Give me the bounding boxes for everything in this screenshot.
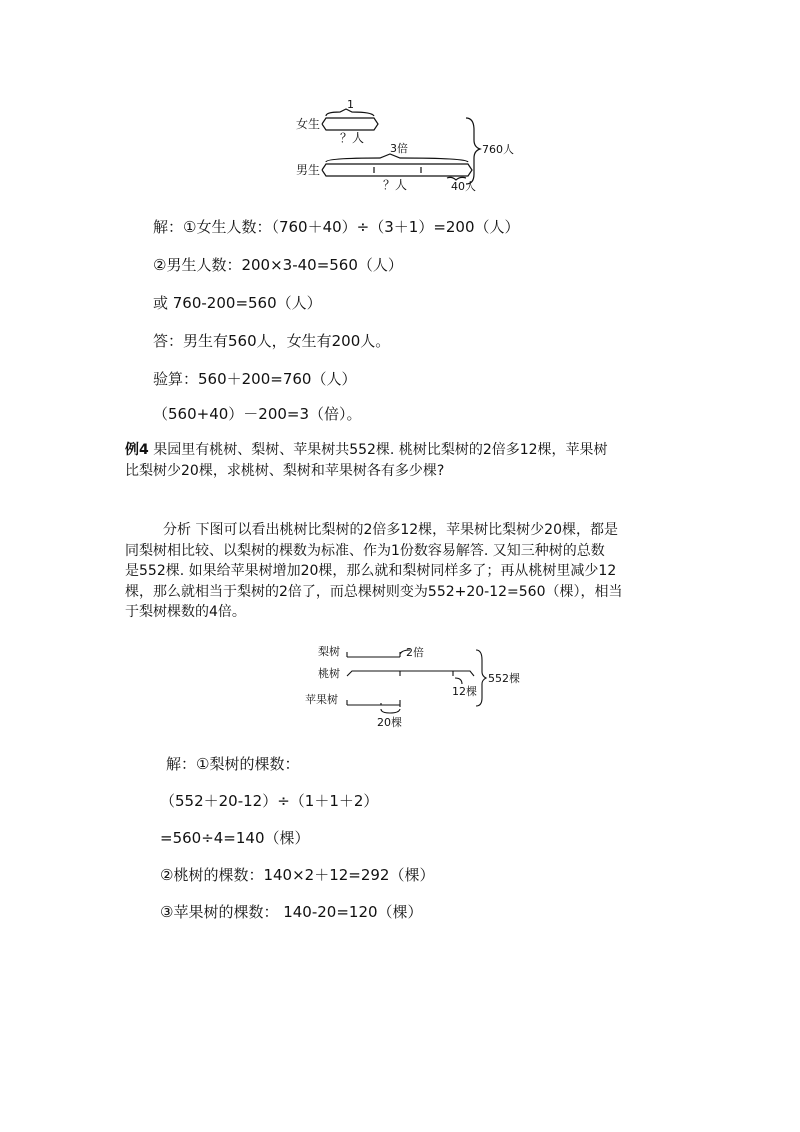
example4-text1: 果园里有桃树、梨树、苹果树共552棵. 桃树比梨树的2倍多12棵，苹果树 (153, 442, 608, 458)
solution1-line: 验算：560＋200=760（人） (153, 370, 357, 388)
girls-label: 女生 (296, 117, 321, 131)
unit-label: 1 (347, 98, 354, 111)
solution1-line: ②男生人数：200×3-40=560（人） (153, 256, 403, 274)
trees-times-label: 2倍 (406, 646, 424, 659)
example4-line2: 比梨树少20棵，求桃树、梨树和苹果树各有多少棵? (125, 463, 445, 479)
solution1-line: （560+40）－200=3（倍）。 (153, 405, 362, 423)
boys-label: 男生 (296, 163, 321, 177)
apple-label: 苹果树 (305, 693, 338, 706)
solution2-line: （552＋20-12）÷（1＋1＋2） (160, 792, 379, 810)
peach-diff-label: 12棵 (452, 685, 477, 698)
pear-label: 梨树 (318, 645, 340, 658)
solution1-line: 答：男生有560人，女生有200人。 (153, 332, 391, 350)
analysis-line: 同梨树相比较、以梨树的棵数为标准、作为1份数容易解答. 又知三种树的总数 (125, 542, 605, 559)
diff-label: 40人 (451, 180, 476, 193)
total-label: 760人 (482, 143, 514, 156)
analysis-line: 分析 下图可以看出桃树比梨树的2倍多12棵，苹果树比梨树少20棵，都是 (163, 522, 618, 538)
solution2-line: =560÷4=140（棵） (160, 829, 310, 847)
trees-total-label: 552棵 (488, 672, 520, 685)
peach-label: 桃树 (318, 667, 340, 680)
solution2-line: ②桃树的棵数：140×2＋12=292（棵） (160, 866, 435, 884)
apple-diff-label: 20棵 (377, 716, 402, 729)
analysis-line: 于梨树棵数的4倍。 (125, 604, 246, 620)
solution1-line: 解：①女生人数：（760＋40）÷（3＋1）=200（人） (153, 218, 520, 236)
analysis-line: 是552棵. 如果给苹果树增加20棵，那么就和梨树同样多了；再从桃树里减少12 (125, 563, 617, 579)
solution2-line: ③苹果树的棵数： 140-20=120（棵） (160, 903, 423, 921)
analysis-line: 棵，那么就相当于梨树的2倍了，而总棵树则变为552+20-12=560（棵），相当 (125, 583, 623, 600)
solution2-line: 解：①梨树的棵数： (166, 755, 300, 773)
boys-question: ？人 (383, 178, 408, 192)
example4-label: 例4 (125, 442, 149, 458)
solution1-line: 或 760-200=560（人） (153, 294, 322, 312)
times-label: 3倍 (390, 142, 408, 155)
girls-question: ？人 (340, 131, 365, 145)
